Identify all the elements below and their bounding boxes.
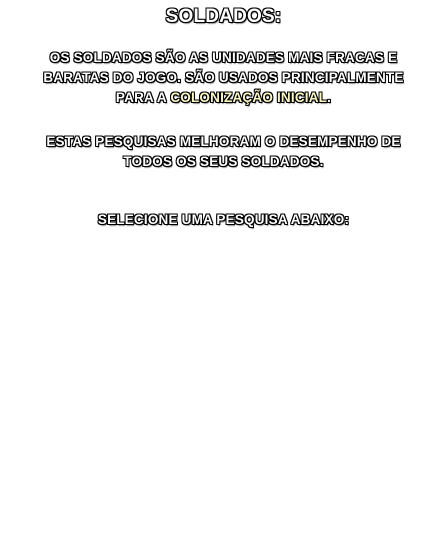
select-research-prompt: SELECIONE UMA PESQUISA ABAIXO:: [97, 212, 350, 227]
soldiers-description-text: OS SOLDADOS SÃO AS UNIDADES MAIS FRACAS E BARATAS DO JOGO. SÃO USADOS PRINCIPALMENTE PARA A: [43, 50, 404, 105]
soldiers-description-end: .: [327, 90, 332, 105]
research-info-text: ESTAS PESQUISAS MELHORAM O DESEMPENHO DE TODOS OS SEUS SOLDADOS.: [46, 134, 401, 169]
soldiers-description: [30, 48, 417, 108]
panel-title: SOLDADOS:: [165, 6, 282, 27]
initial-colonization-highlight: COLONIZAÇÃO INICIAL: [170, 90, 328, 105]
